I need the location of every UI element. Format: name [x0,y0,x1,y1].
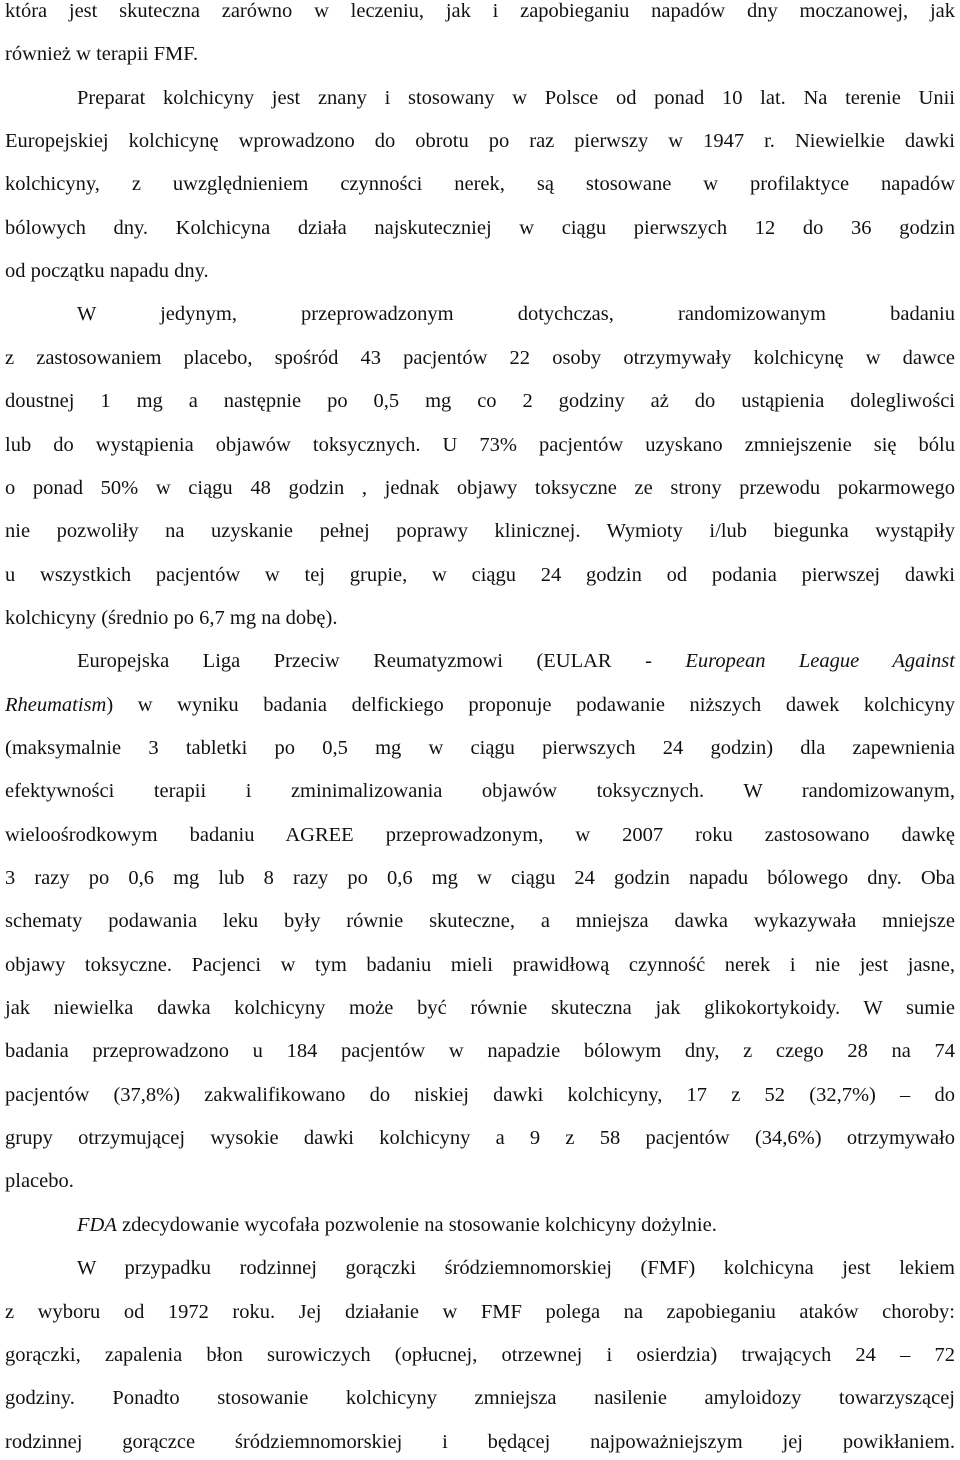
text-line: placebo. [5,1170,74,1193]
text-segment: zdecydowanie wycofała pozwolenie na stosowanie kolchicyny dożylnie. [116,1213,717,1236]
text-line: jak niewielka dawka kolchicyny może być równie skuteczna jak glikokortykoidy. W sumie [5,997,955,1020]
text-line: W przypadku rodzinnej gorączki śródziemnomorskiej (FMF) kolchicyna jest lekiem [77,1257,955,1280]
text-line: z zastosowaniem placebo, spośród 43 pacjentów 22 osoby otrzymywały kolchicynę w dawce [5,346,955,369]
text-line: godziny. Ponadto stosowanie kolchicyny zmniejsza nasilenie amyloidozy towarzyszącej [5,1387,955,1410]
text-line: nie pozwoliły na uzyskanie pełnej poprawy klinicznej. Wymioty i/lub biegunka wystąpiły [5,520,955,543]
text-segment: Europejska Liga Przeciw Reumatyzmowi (EULAR - [77,650,686,673]
italic-text: FDA [77,1213,117,1236]
text-line: pacjentów (37,8%) zakwalifikowano do niskiej dawki kolchicyny, 17 z 52 (32,7%) – do [5,1083,955,1106]
text-line: z wyboru od 1972 roku. Jej działanie w FMF polega na zapobieganiu ataków choroby: [5,1300,955,1323]
text-line: badania przeprowadzono u 184 pacjentów w napadzie bólowym dny, z czego 28 na 74 [5,1040,955,1063]
italic-text: European League Against [685,650,955,673]
text-line: od początku napadu dny. [5,260,209,283]
text-line: u wszystkich pacjentów w tej grupie, w ciągu 24 godzin od podania pierwszej dawki [5,563,955,586]
text-line: kolchicyny, z uwzględnieniem czynności nerek, są stosowane w profilaktyce napadów [5,173,955,196]
text-line: bólowych dny. Kolchicyna działa najskuteczniej w ciągu pierwszych 12 do 36 godzin [5,216,955,239]
text-line [5,1212,955,1238]
text-line: grupy otrzymującej wysokie dawki kolchicyny a 9 z 58 pacjentów (34,6%) otrzymywało [5,1127,955,1150]
text-line: lub do wystąpienia objawów toksycznych. U 73% pacjentów uzyskano zmniejszenie się bólu [5,433,955,456]
italic-text: Rheumatism [5,693,107,716]
text-line: kolchicyny (średnio po 6,7 mg na dobę). [5,606,338,629]
text-line [5,692,955,718]
text-line: która jest skuteczna zarówno w leczeniu, jak i zapobieganiu napadów dny moczanowej, jak [5,0,955,22]
text-line: (maksymalnie 3 tabletki po 0,5 mg w ciągu pierwszych 24 godzin) dla zapewnienia [5,736,955,759]
text-line: wieloośrodkowym badaniu AGREE przeprowadzonym, w 2007 roku zastosowano dawkę [5,823,955,846]
text-line: doustnej 1 mg a następnie po 0,5 mg co 2 godziny aż do ustąpienia dolegliwości [5,390,955,413]
text-line [5,648,955,674]
text-line: 3 razy po 0,6 mg lub 8 razy po 0,6 mg w ciągu 24 godzin napadu bólowego dny. Oba [5,867,955,889]
text-line: objawy toksyczne. Pacjenci w tym badaniu mieli prawidłową czynność nerek i nie jest jasne, [5,953,955,976]
text-segment: ) w wyniku badania delfickiego proponuje podawanie niższych dawek kolchicyny [106,693,955,716]
text-line: Europejskiej kolchicynę wprowadzono do obrotu po raz pierwszy w 1947 r. Niewielkie dawki [5,130,955,153]
text-line: W jedynym, przeprowadzonym dotychczas, randomizowanym badaniu [77,303,955,326]
text-line: efektywności terapii i zminimalizowania objawów toksycznych. W randomizowanym, [5,780,955,803]
text-line: rodzinnej gorączce śródziemnomorskiej i będącej najpoważniejszym jej powikłaniem. [5,1430,955,1453]
text-line: schematy podawania leku były równie skuteczne, a mniejsza dawka wykazywała mniejsze [5,910,955,933]
text-line: o ponad 50% w ciągu 48 godzin , jednak objawy toksyczne ze strony przewodu pokarmowego [5,476,955,499]
text-line: gorączki, zapalenia błon surowiczych (opłucnej, otrzewnej i osierdzia) trwających 24 – 72 [5,1343,955,1366]
text-line: również w terapii FMF. [5,43,199,66]
text-line: Preparat kolchicyny jest znany i stosowany w Polsce od ponad 10 lat. Na terenie Unii [77,86,955,109]
